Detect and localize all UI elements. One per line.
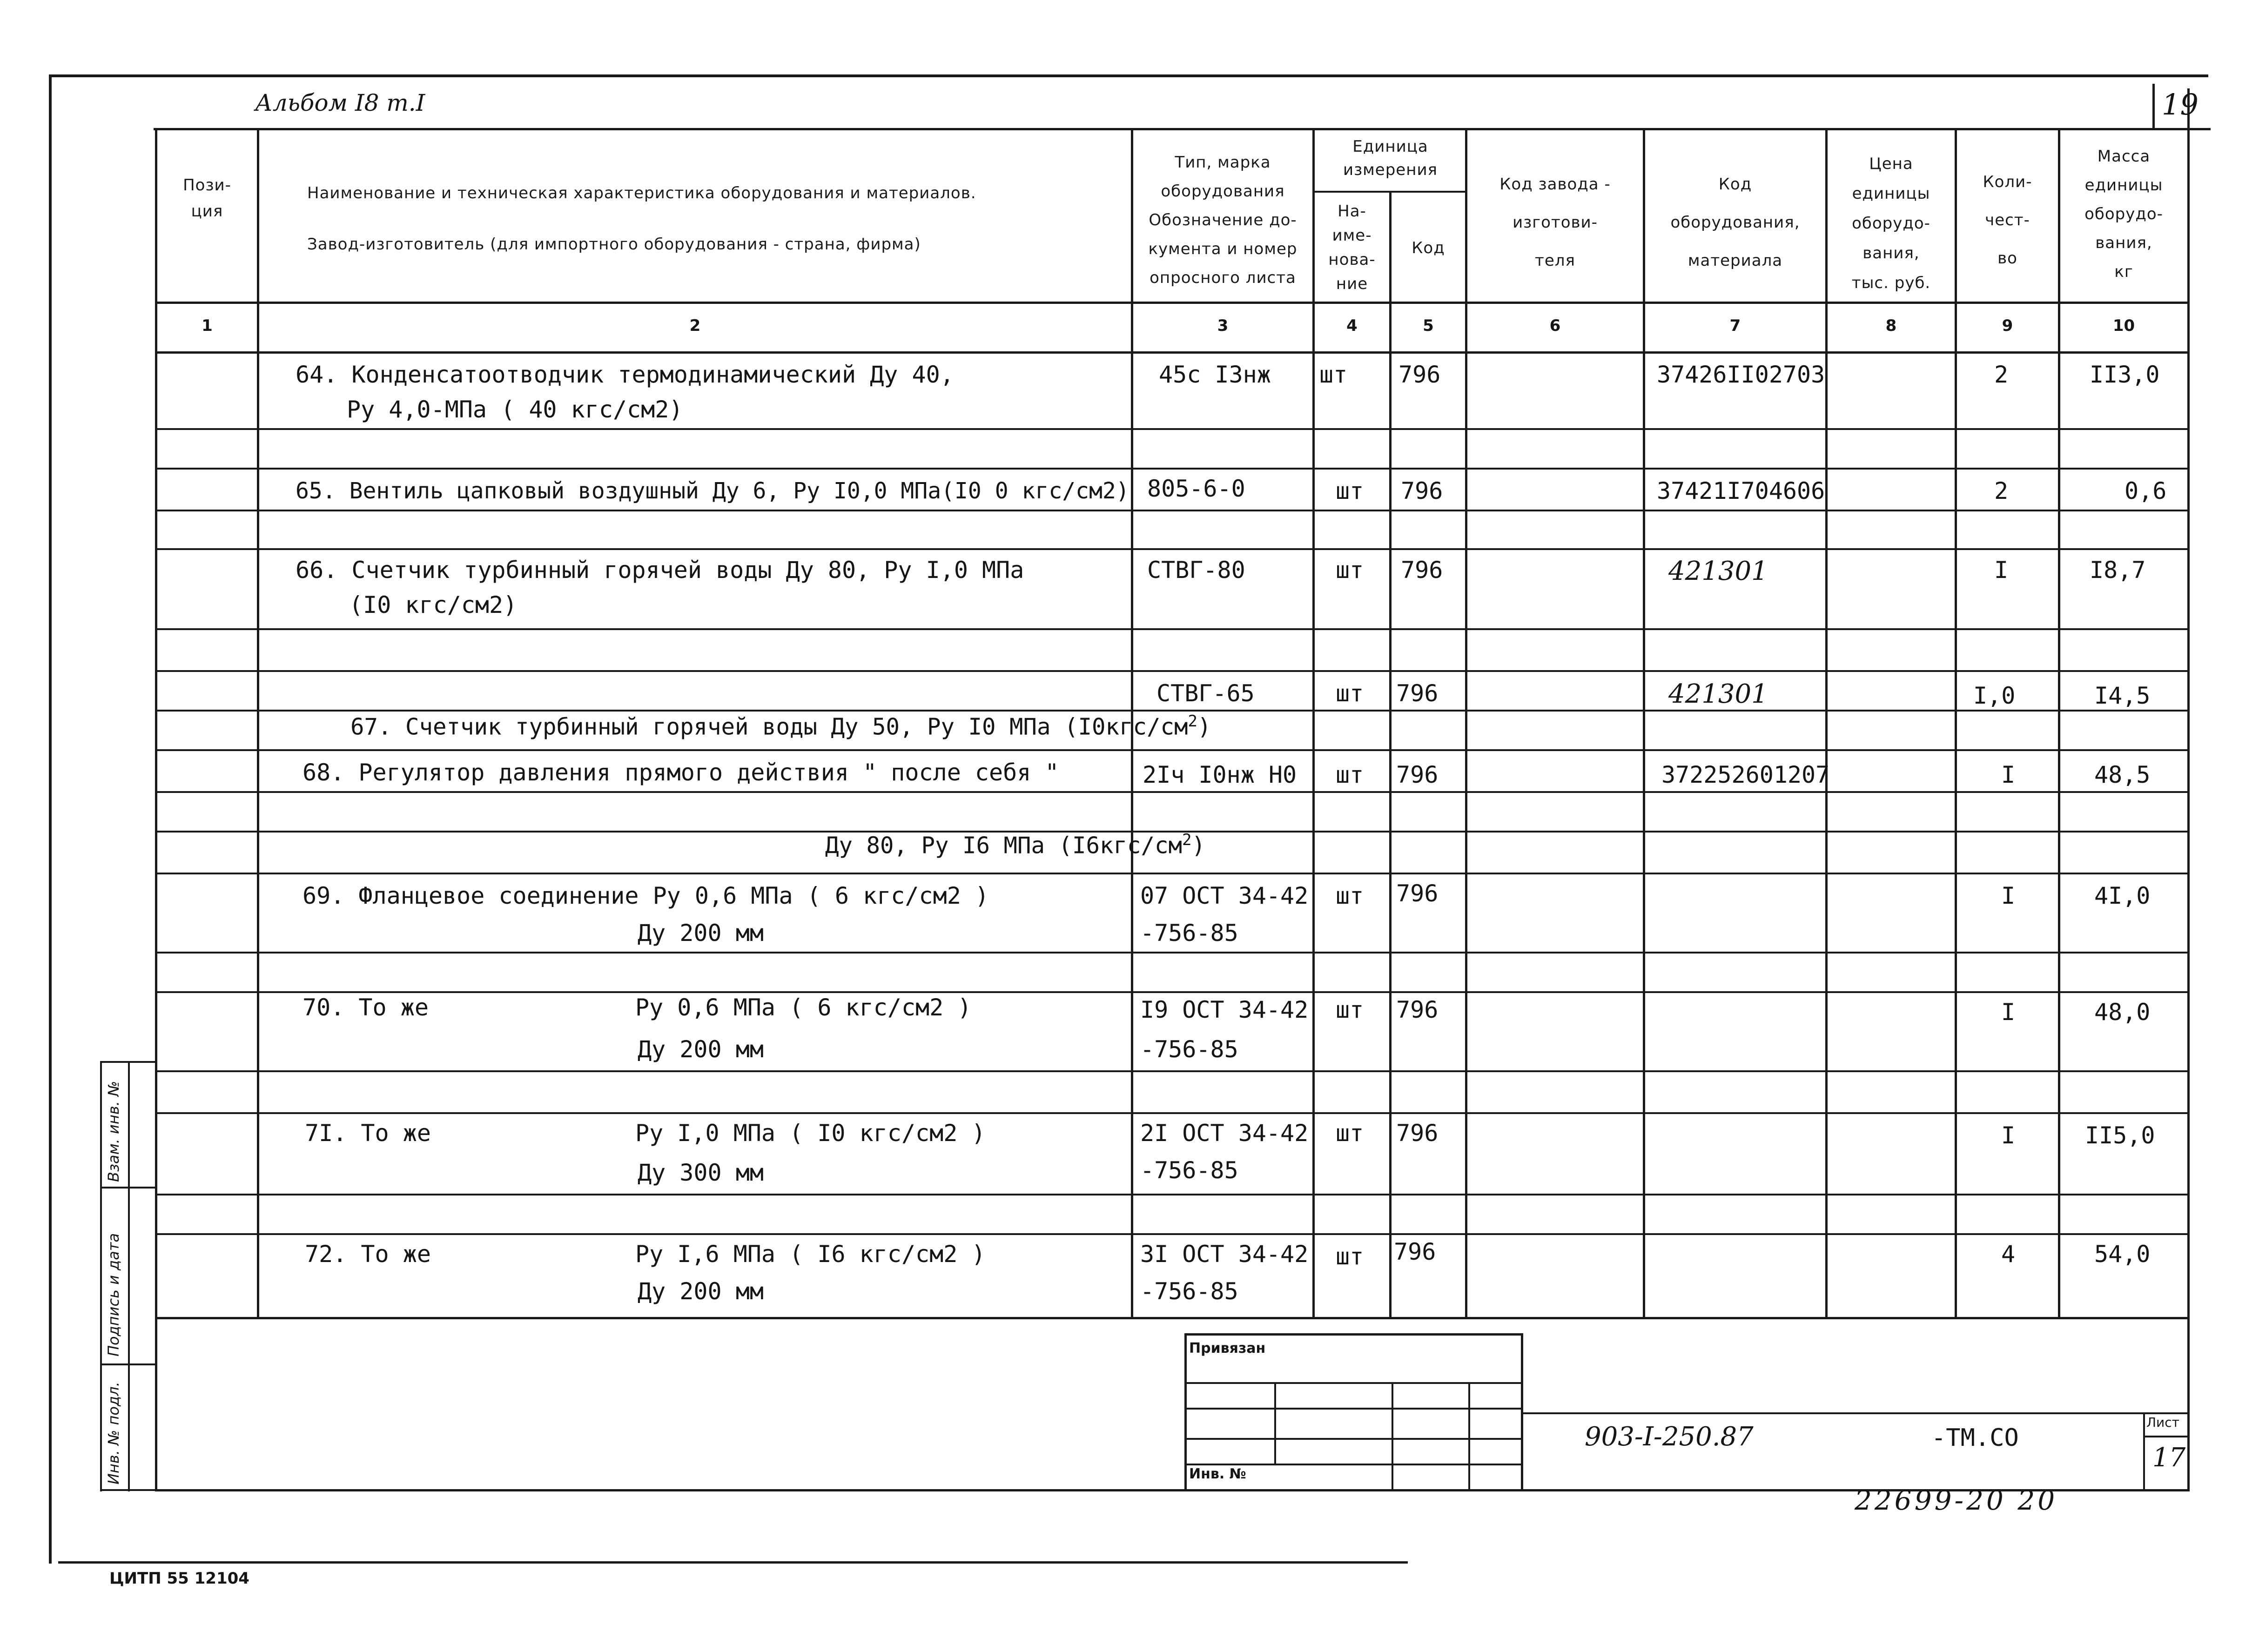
stamp-col-3 [1468,1382,1470,1491]
header-bottom-line [155,302,2189,304]
col-sep-6 [1643,128,1645,1319]
row-qty: I [2001,999,2016,1026]
row-name: 68. Регулятор давления прямого действия " после себя " [303,759,1059,786]
row-name: 65. Вентиль цапковый воздушный Ду 6, Ру I0,0 МПа(I0 0 кгс/см2) [296,478,1130,504]
row-code: 796 [1396,996,1439,1023]
colnum-7: 7 [1729,316,1741,335]
row-qty: I [1994,557,2009,584]
row-equip-code: 421301 [1668,556,1768,586]
colnum-5: 5 [1423,316,1434,335]
row-unit: шт [1336,680,1364,707]
row-name: 7I. То же [305,1120,431,1147]
row-equip-code: 37426II02703 [1657,361,1825,388]
colnum-10: 10 [2112,316,2135,335]
header-c3: Тип, марка оборудования Обозначение до- кумента и номер опросного листа [1148,153,1298,287]
privyazan-label: Привязан [1189,1340,1266,1357]
unit-group-line [1312,191,1466,193]
stamp-top [1184,1333,1522,1336]
row-name-cont: Ду 80, Ру I6 МПа $(I6кгс/см^2)$ [825,831,1206,859]
doc-suffix: -ТМ.СО [1931,1424,2019,1452]
row-type-cont: -756-85 [1140,1278,1238,1305]
header-c6: Код завода - изготови- теля [1499,175,1611,270]
row-mass: 0,6 [2125,477,2167,504]
col-sep-5 [1465,128,1467,1319]
table-border-right [2187,128,2190,1491]
side-top [100,1061,156,1063]
row-type: 45с I3нж [1159,361,1271,388]
row-equip-code: 372252601207 [1661,761,1830,788]
row-mass: II5,0 [2085,1122,2155,1149]
row-name-cont: Ду 200 мм [638,1278,764,1305]
header-c1: Пози- ция [183,176,231,221]
row-unit: шт [1336,882,1364,909]
row-type: СТВГ-80 [1147,557,1245,584]
row-name: 70. То же [303,994,429,1021]
row-name: 64. Конденсатоотводчик термодинамический Ду 40, [296,361,954,388]
row-name-text: 67. Счетчик турбинный горячей воды Ду 50, Ру I0 МПа (I0кгс/см [350,713,1188,740]
colnum-4: 4 [1346,316,1358,335]
row-code: 796 [1396,1120,1439,1147]
col-sep-8 [1955,128,1957,1319]
stamp-row-1 [1184,1382,1522,1384]
row-name: 67. Счетчик турбинный горячей воды Ду 50, Ру I0 МПа $(I0кгс/см^2)$ [350,712,1211,740]
col-sep-4 [1389,191,1392,1319]
row-unit: шт [1336,1243,1364,1270]
colnum-bottom-line [155,351,2189,354]
colnum-3: 3 [1217,316,1229,335]
row-name-cont: Ру 4,0-МПа ( 40 кгс/см2) [347,396,683,423]
row-name: 66. Счетчик турбинный горячей воды Ду 80, Ру I,0 МПа [296,557,1024,584]
colnum-8: 8 [1885,316,1897,335]
row-qty: 2 [1994,477,2009,504]
row-name-param: Ру I,0 МПа ( I0 кгс/см2 ) [635,1120,986,1147]
frame-bottom-line [58,1561,1408,1564]
row-mass: 48,0 [2094,999,2151,1026]
row-unit: шт [1336,557,1364,584]
row-line-n [155,1070,2189,1072]
list-box-left [2143,1412,2145,1491]
row-qty: I [2001,882,2016,909]
stamp-row-3 [1184,1438,1522,1440]
row-line-i [155,791,2189,793]
stamp-row-2 [1184,1408,1522,1410]
row-unit: шт [1336,761,1364,788]
side-label-inv-podl: Инв. № подл. [105,1382,122,1484]
row-line-b [155,468,2189,470]
row-code: 796 [1394,1238,1436,1265]
doc-code: 903-I-250.87 [1585,1422,1754,1452]
row-unit: шт [1336,1120,1364,1147]
row-unit: шт [1336,996,1364,1023]
row-line-d [155,548,2189,550]
row-unit: шт [1336,477,1364,504]
row-type-cont: -756-85 [1140,1157,1238,1184]
row-line-f [155,670,2189,672]
page-number-top: 19 [2162,87,2198,121]
row-code: 796 [1396,680,1439,707]
header-c10: Масса единицы оборудо- вания, кг [2084,147,2163,281]
row-type: 805-6-0 [1147,475,1245,502]
stamp-col-1 [1274,1382,1276,1464]
side-sep-2 [100,1363,156,1365]
row-name: 69. Фланцевое соединение Ру 0,6 МПа ( 6 кгс/см2 ) [303,882,989,909]
row-mass: 48,5 [2094,761,2151,788]
colnum-1: 1 [202,316,213,335]
row-equip-code: 37421I704606 [1657,477,1825,504]
inv-no-label: Инв. № [1189,1466,1246,1482]
table-top-line [154,128,2211,130]
stamp-left [1184,1333,1187,1491]
header-unit-group: Единица измерения [1343,137,1438,179]
list-number: 17 [2152,1443,2186,1473]
table-bottom-line [155,1317,2189,1319]
row-type: 3I ОСТ 34-42 [1140,1241,1309,1268]
row-qty: I [2001,1122,2016,1149]
colnum-2: 2 [689,316,701,335]
header-c2: Наименование и техническая характеристика оборудования и материалов. Завод-изготовитель (для импортного оборудования - страна, фирма) [307,184,976,254]
row-type-cont: -756-85 [1140,920,1238,947]
row-line-c [155,510,2189,511]
row-type: I9 ОСТ 34-42 [1140,996,1309,1023]
row-mass: I4,5 [2094,682,2151,709]
stamp-row-4 [1184,1464,1522,1465]
col-sep-3 [1312,128,1315,1319]
row-code: 796 [1401,477,1443,504]
row-name-param: Ру 0,6 МПа ( 6 кгс/см2 ) [635,994,972,1021]
row-qty: I [2001,761,2016,788]
header-c5: Код [1412,239,1445,257]
page-top-box-left [2152,84,2155,130]
row-line-m [155,991,2189,993]
album-title: Альбом I8 т.I [255,89,425,116]
side-col-mid [128,1061,130,1491]
row-line-o [155,1112,2189,1114]
row-type: СТВГ-65 [1156,680,1255,707]
frame-left-line [49,74,52,1564]
row-code: 796 [1396,880,1439,907]
header-c7: Код оборудования, материала [1670,175,1800,270]
row-mass: 54,0 [2094,1241,2151,1268]
row-name-cont: Ду 200 мм [638,1036,764,1063]
row-type-cont: -756-85 [1140,1036,1238,1063]
row-equip-code: 421301 [1668,679,1768,709]
list-box-mid [2143,1436,2189,1437]
stamp-col-2 [1392,1382,1393,1491]
colnum-9: 9 [2002,316,2013,335]
superscript: 2 [1182,831,1192,849]
row-unit: шт [1319,361,1348,388]
side-bottom [100,1489,156,1491]
row-line-p [155,1194,2189,1195]
archive-number: 22699-20 20 [1855,1484,2058,1516]
header-c9: Коли- чест- во [1983,173,2032,268]
col-sep-7 [1825,128,1828,1319]
row-type: 2I ОСТ 34-42 [1140,1120,1309,1147]
row-name-param: Ру I,6 МПа ( I6 кгс/см2 ) [635,1241,986,1268]
row-qty: 4 [2001,1241,2016,1268]
row-code: 796 [1396,761,1439,788]
row-line-e [155,628,2189,630]
row-mass: I8,7 [2090,557,2146,584]
row-line-q [155,1233,2189,1235]
superscript: 2 [1188,712,1198,731]
row-type: 07 ОСТ 34-42 [1140,882,1309,909]
list-label: Лист [2146,1415,2179,1430]
row-name-cont: (I0 кгс/см2) [349,591,518,618]
row-line-l [155,952,2189,954]
row-name-cont: Ду 200 мм [638,920,764,947]
citp-label: ЦИТП 55 12104 [109,1569,249,1588]
header-c4: На- име- нова- ние [1328,202,1376,293]
row-name-cont-text: Ду 80, Ру I6 МПа (I6кгс/см [825,832,1183,859]
row-mass: II3,0 [2090,361,2160,388]
header-c8: Цена единицы оборудо- вания, тыс. руб. [1851,154,1931,292]
row-qty: 2 [1994,361,2009,388]
col-sep-9 [2058,128,2060,1319]
colnum-6: 6 [1549,316,1561,335]
side-col-left [100,1061,102,1491]
doc-box-top [1521,1412,2189,1414]
row-qty: I,0 [1973,682,2016,709]
row-name-cont: Ду 300 мм [638,1159,764,1186]
side-label-podpis: Подпись и дата [105,1233,122,1357]
row-line-a [155,428,2189,430]
side-sep-1 [100,1187,156,1189]
frame-top-line [49,74,2208,77]
side-label-vzam: Взам. инв. № [105,1081,122,1182]
row-type: 2Iч I0нж Н0 [1143,761,1297,788]
row-name: 72. То же [305,1241,431,1268]
row-mass: 4I,0 [2094,882,2151,909]
row-code: 796 [1398,361,1441,388]
row-code: 796 [1401,557,1443,584]
col-sep-1 [257,128,259,1319]
